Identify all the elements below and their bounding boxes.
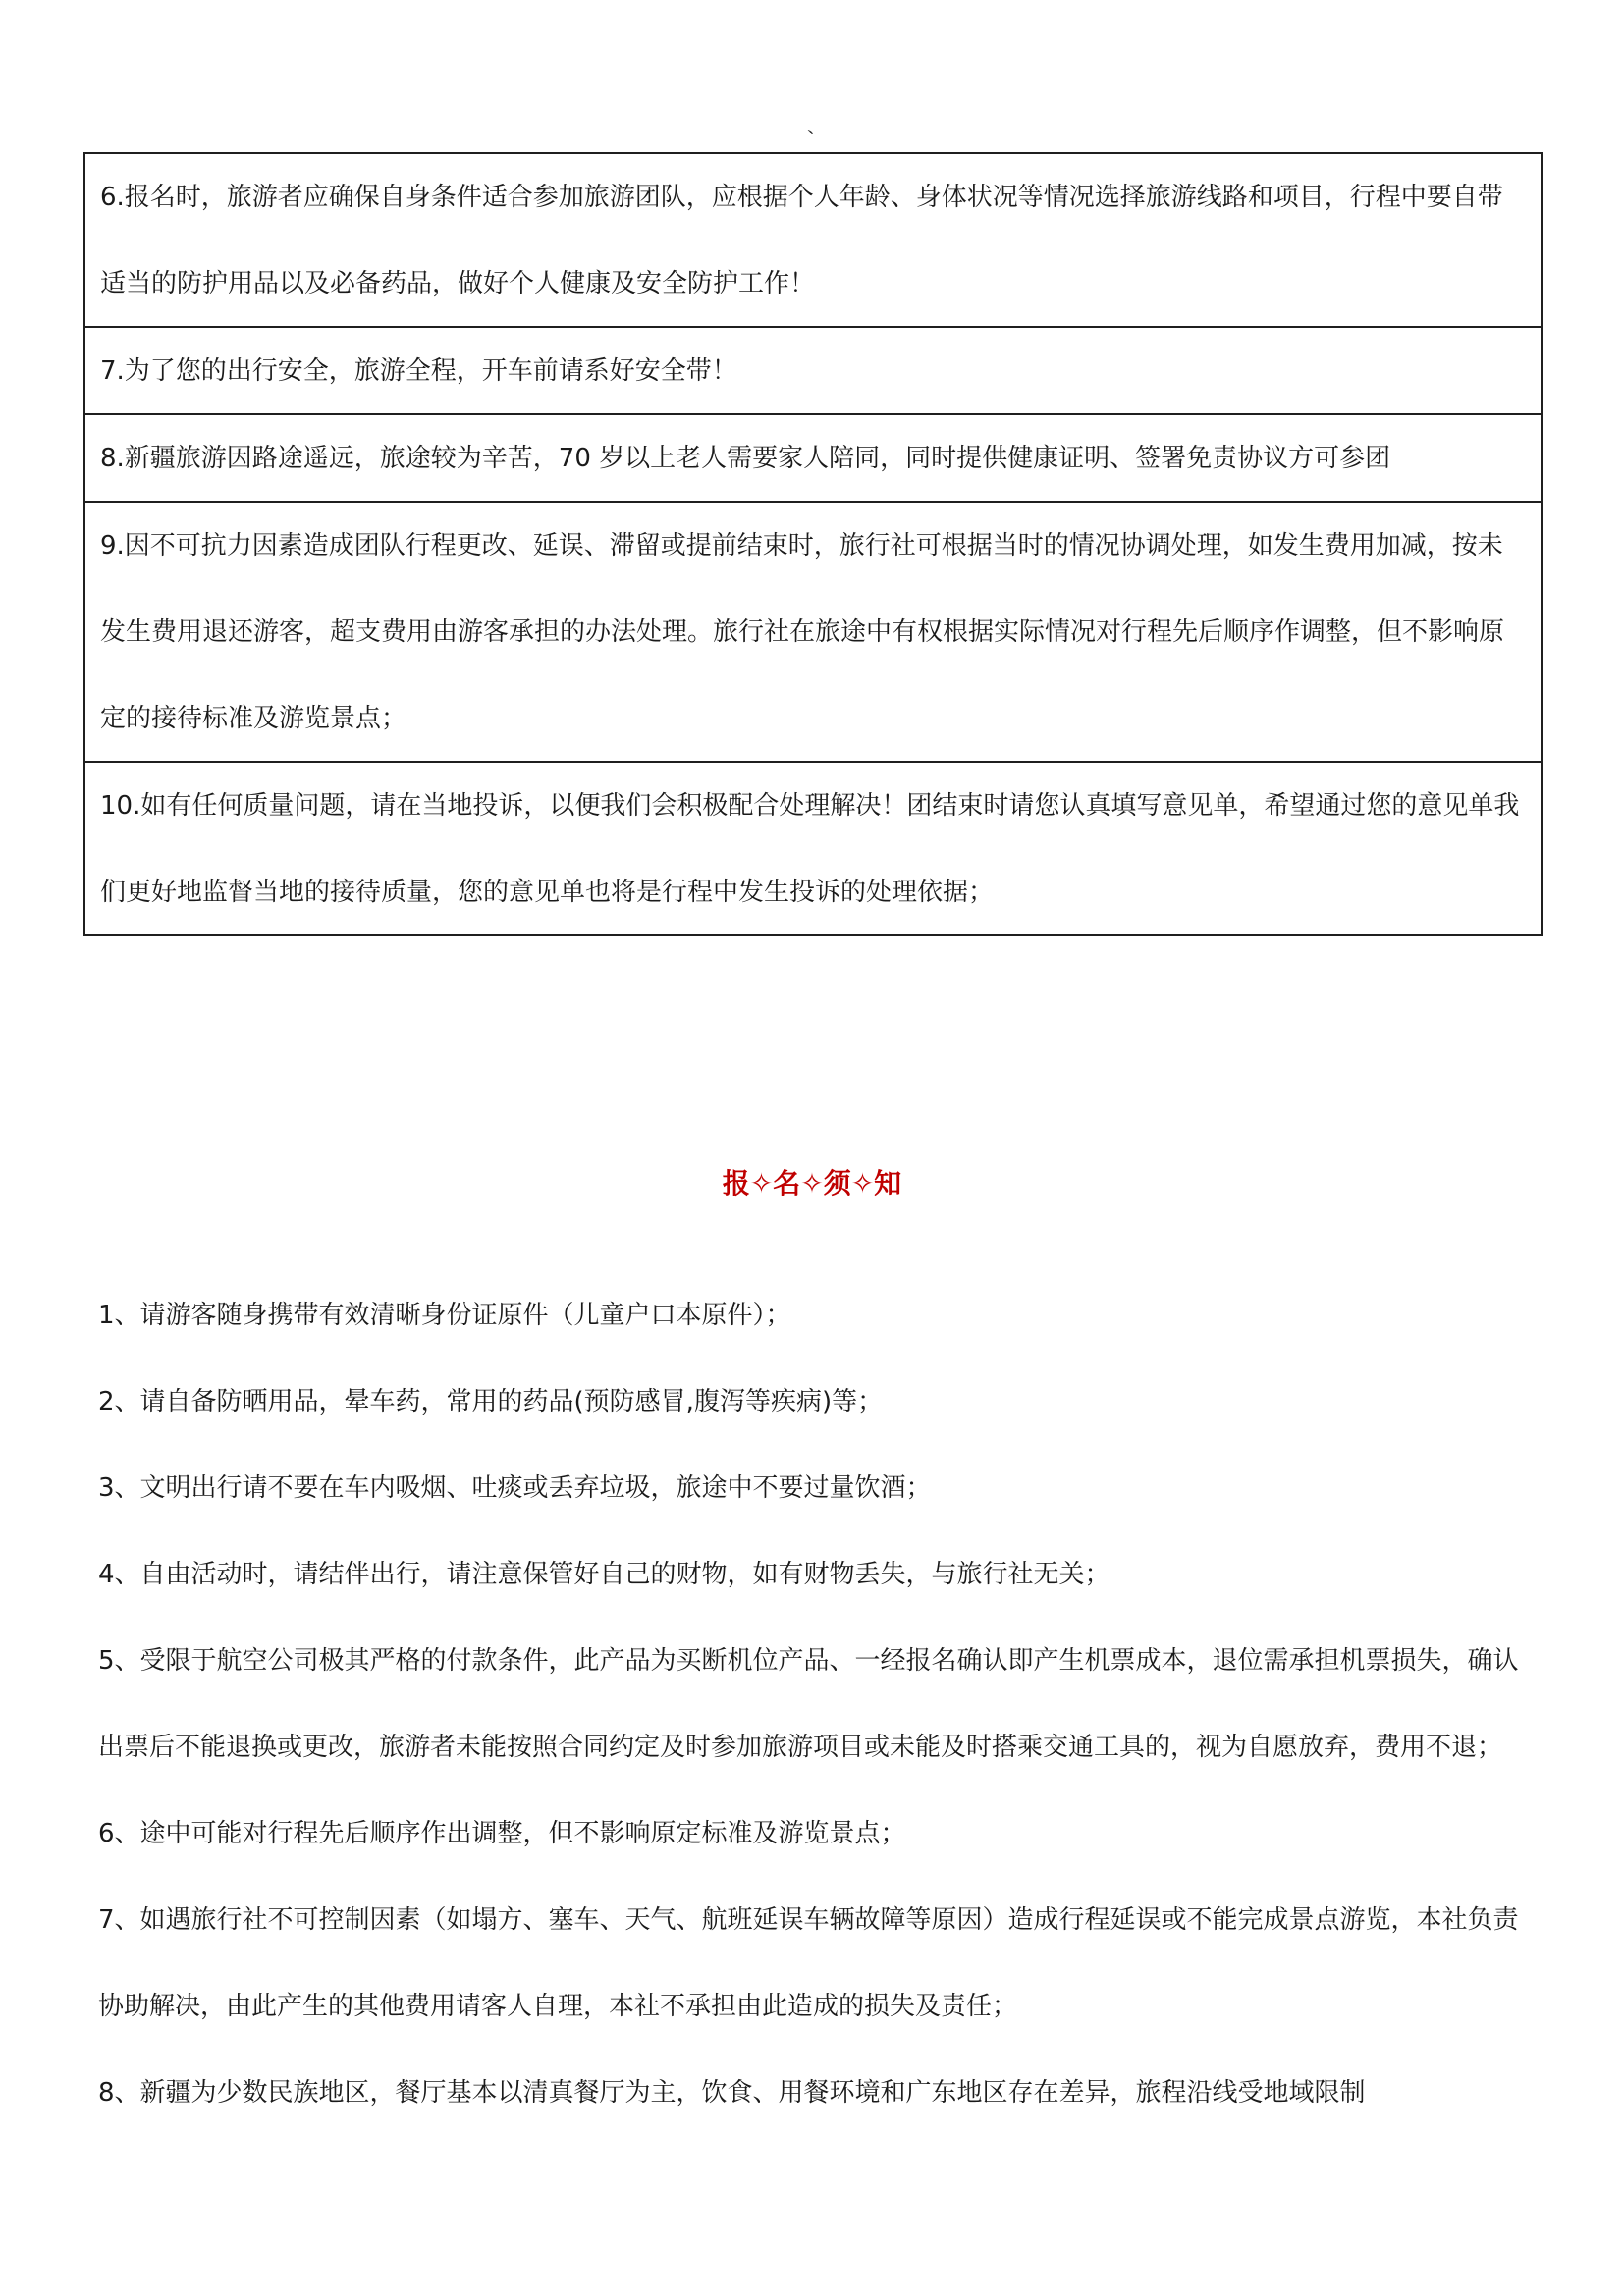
- notice-text-9: 9.因不可抗力因素造成团队行程更改、延误、滞留或提前结束时，旅行社可根据当时的情况协调处理，如发生费用加减，按未发生费用退还游客，超支费用由游客承担的办法处理。旅行社在旅途中有权根据实际情况对行程先后顺序作调整，但不影响原定的接待标准及游览景点；: [100, 531, 1505, 733]
- registration-list: [98, 1272, 1542, 2136]
- table-row: [84, 502, 1542, 762]
- notice-table: [83, 152, 1543, 936]
- list-item: 3、文明出行请不要在车内吸烟、吐痰或丢弃垃圾，旅途中不要过量饮酒；: [98, 1473, 932, 1503]
- registration-title: 报✧名✧须✧知: [722, 1167, 902, 1200]
- notice-text-10: 10.如有任何质量问题，请在当地投诉，以便我们会积极配合处理解决！团结束时请您认真填写意见单，希望通过您的意见单我们更好地监督当地的接待质量，您的意见单也将是行程中发生投诉的处理依据；: [100, 791, 1520, 907]
- notice-text-6: 6.报名时，旅游者应确保自身条件适合参加旅游团队，应根据个人年龄、身体状况等情况选择旅游线路和项目，行程中要自带适当的防护用品以及必备药品，做好个人健康及安全防护工作！: [100, 183, 1503, 298]
- table-row: [84, 762, 1542, 935]
- list-item: 2、请自备防晒用品，晕车药，常用的药品(预防感冒,腹泻等疾病)等；: [98, 1387, 884, 1416]
- table-row: [84, 153, 1542, 327]
- list-item: 1、请游客随身携带有效清晰身份证原件（儿童户口本原件）；: [98, 1301, 791, 1330]
- list-item: 4、自由活动时，请结伴出行，请注意保管好自己的财物，如有财物丢失，与旅行社无关；: [98, 1560, 1110, 1589]
- list-item: 7、如遇旅行社不可控制因素（如塌方、塞车、天气、航班延误车辆故障等原因）造成行程延误或不能完成景点游览，本社负责协助解决，由此产生的其他费用请客人自理，本社不承担由此造成的损失及责任；: [98, 1905, 1519, 2021]
- notice-text-8: 8.新疆旅游因路途遥远，旅途较为辛苦，70 岁以上老人需要家人陪同，同时提供健康证明、签署免责协议方可参团: [100, 444, 1391, 473]
- notice-text-7: 7.为了您的出行安全，旅游全程，开车前请系好安全带！: [100, 356, 737, 386]
- table-row: [84, 327, 1542, 414]
- top-mark: 、: [807, 114, 827, 137]
- notice-cell: [84, 327, 1542, 414]
- list-item: 8、新疆为少数民族地区，餐厅基本以清真餐厅为主，饮食、用餐环境和广东地区存在差异，旅程沿线受地域限制: [98, 2078, 1366, 2108]
- table-row: [84, 414, 1542, 502]
- notice-cell: [84, 762, 1542, 935]
- notice-cell: [84, 153, 1542, 327]
- notice-cell: [84, 414, 1542, 502]
- list-item: 6、途中可能对行程先后顺序作出调整，但不影响原定标准及游览景点；: [98, 1819, 906, 1848]
- list-item: 5、受限于航空公司极其严格的付款条件，此产品为买断机位产品、一经报名确认即产生机票成本，退位需承担机票损失，确认出票后不能退换或更改，旅游者未能按照合同约定及时参加旅游项目或未能及时搭乘交通工具的，视为自愿放弃，费用不退；: [98, 1646, 1519, 1762]
- notice-cell: [84, 502, 1542, 762]
